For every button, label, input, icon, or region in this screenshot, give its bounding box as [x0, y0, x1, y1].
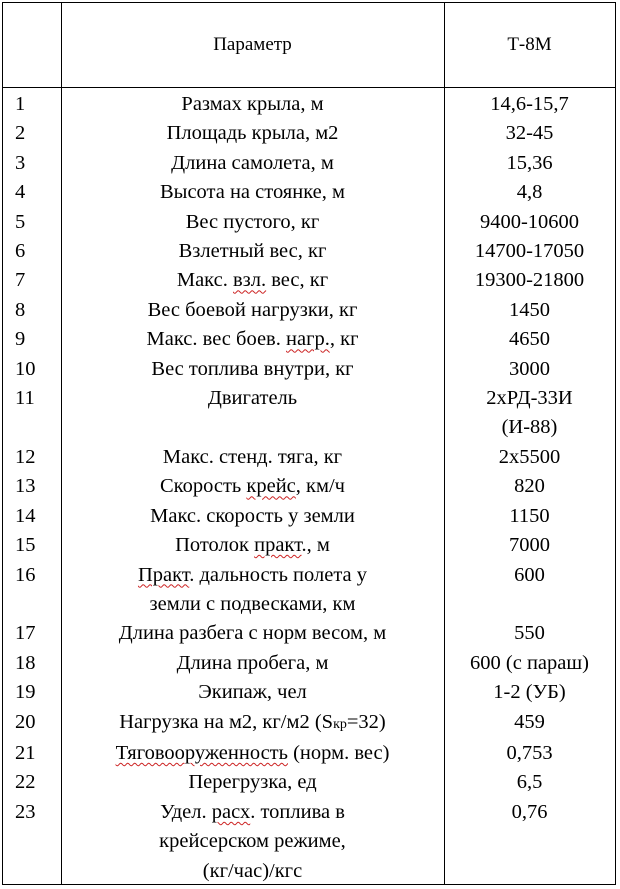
param-text: . топлива в	[250, 800, 345, 823]
row-number: 7	[15, 269, 26, 292]
row-value: 6,5	[516, 771, 543, 794]
row-number: 15	[15, 534, 36, 557]
row-value: 32-45	[505, 122, 554, 145]
spellcheck-marked-word: Практ	[137, 563, 190, 586]
table-body	[3, 90, 615, 886]
param-line	[61, 798, 444, 827]
param-text: ., м	[301, 534, 330, 557]
row-value: 0,76	[511, 800, 548, 823]
param-line	[61, 561, 444, 590]
table-row	[3, 472, 615, 501]
row-param: Экипаж, чел	[198, 681, 307, 704]
row-param	[61, 266, 444, 295]
row-number: 14	[15, 504, 36, 527]
table-row	[3, 119, 615, 148]
param-text: Скорость	[160, 475, 247, 498]
row-value: 1450	[509, 298, 550, 321]
header-divider	[3, 87, 615, 88]
param-text: =32)	[346, 710, 386, 733]
row-number: 9	[15, 328, 26, 351]
param-line: (кг/час)/кгс	[202, 859, 303, 882]
row-number: 19	[15, 681, 36, 704]
row-number: 5	[15, 210, 26, 233]
table-row	[3, 208, 615, 237]
table-row	[3, 237, 615, 266]
table-row	[3, 619, 615, 648]
row-number: 22	[15, 771, 36, 794]
row-param	[61, 472, 444, 501]
table-row	[3, 678, 615, 707]
row-value: 600	[514, 563, 545, 586]
param-text: Макс.	[176, 269, 233, 292]
row-number: 16	[15, 563, 36, 586]
row-number: 10	[15, 357, 36, 380]
row-number: 1	[15, 93, 26, 115]
param-text: Макс. вес боев.	[146, 328, 286, 351]
row-param	[61, 798, 444, 886]
row-value: 7000	[509, 534, 550, 557]
table-row	[3, 149, 615, 178]
row-value: 0,753	[506, 741, 553, 764]
row-value: 600 (с параш)	[470, 651, 589, 674]
row-number: 23	[15, 800, 36, 823]
table-row	[3, 649, 615, 678]
row-param: Длина самолета, м	[171, 151, 334, 174]
row-number: 4	[15, 181, 26, 204]
param-text: , кг	[329, 328, 359, 351]
row-number: 13	[15, 475, 36, 498]
row-param: Площадь крыла, м2	[166, 122, 339, 145]
table-row	[3, 90, 615, 119]
row-param: Длина пробега, м	[176, 651, 329, 674]
spellcheck-marked-word: Тяговооруженность	[115, 741, 288, 764]
table-row	[3, 708, 615, 739]
row-param: Вес боевой нагрузки, кг	[147, 298, 358, 321]
param-line: крейсерском режиме,	[159, 830, 346, 853]
row-value: 2х5500	[498, 445, 561, 468]
row-value: 14,6-15,7	[490, 93, 569, 115]
row-param	[61, 531, 444, 560]
row-value: 550	[514, 622, 545, 645]
row-value: 820	[514, 475, 545, 498]
table-row	[3, 355, 615, 384]
row-number: 6	[15, 240, 26, 263]
row-number: 3	[15, 151, 26, 174]
row-value: 4650	[509, 328, 550, 351]
row-param: Двигатель	[207, 387, 298, 410]
row-param: Длина разбега с норм весом, м	[118, 622, 387, 645]
value-line: (И-88)	[501, 416, 558, 439]
header-value: Т-8М	[507, 34, 552, 55]
table-row	[3, 768, 615, 797]
param-text: Нагрузка на м2, кг/м2 (S	[119, 710, 334, 733]
param-text: вес, кг	[266, 269, 329, 292]
spellcheck-marked-word: крейс	[246, 475, 296, 498]
spellcheck-marked-word: нагр.	[286, 328, 330, 351]
row-param	[61, 325, 444, 354]
row-number: 18	[15, 651, 36, 674]
row-value: 3000	[509, 357, 550, 380]
row-value	[444, 384, 615, 443]
row-param: Макс. скорость у земли	[150, 504, 355, 527]
table-row	[3, 531, 615, 560]
row-param: Высота на стоянке, м	[160, 181, 345, 204]
row-number: 12	[15, 445, 36, 468]
row-param	[61, 739, 444, 768]
table-row	[3, 178, 615, 207]
value-line: 2хРД-33И	[486, 387, 573, 410]
row-number: 21	[15, 741, 36, 764]
param-text: . дальность полета у	[189, 563, 368, 586]
row-number: 20	[15, 710, 36, 733]
table-row	[3, 561, 615, 620]
row-param	[61, 561, 444, 620]
param-text: , км/ч	[295, 475, 345, 498]
row-param: Вес топлива внутри, кг	[151, 357, 354, 380]
row-param: Макс. стенд. тяга, кг	[162, 445, 343, 468]
row-value: 1-2 (УБ)	[493, 681, 566, 704]
row-value: 9400-10600	[479, 210, 580, 233]
param-text: Потолок	[175, 534, 255, 557]
row-value: 459	[514, 710, 545, 733]
row-number: 2	[15, 122, 26, 145]
header-param: Параметр	[213, 34, 292, 55]
table-row	[3, 739, 615, 768]
row-number: 17	[15, 622, 36, 645]
param-text: Удел.	[160, 800, 212, 823]
subscript-text: кр	[333, 716, 347, 732]
row-number: 11	[15, 387, 35, 410]
spec-table	[2, 2, 616, 885]
row-value: 14700-17050	[474, 240, 585, 263]
table-row	[3, 502, 615, 531]
row-param: Вес пустого, кг	[185, 210, 320, 233]
spellcheck-marked-word: расх	[211, 800, 251, 823]
table-row	[3, 296, 615, 325]
table-row	[3, 384, 615, 443]
row-param: Перегрузка, ед	[188, 771, 317, 794]
row-param: Размах крыла, м	[181, 93, 324, 115]
row-number: 8	[15, 298, 26, 321]
spellcheck-marked-word: взл.	[232, 269, 267, 292]
row-value: 19300-21800	[474, 269, 585, 292]
param-text: (норм. вес)	[287, 741, 390, 764]
table-row	[3, 798, 615, 886]
row-param	[61, 708, 444, 739]
param-line: земли с подвесками, км	[149, 592, 356, 615]
table-row	[3, 443, 615, 472]
table-row	[3, 266, 615, 295]
row-param: Взлетный вес, кг	[178, 240, 327, 263]
spellcheck-marked-word: практ	[254, 534, 302, 557]
row-value: 15,36	[506, 151, 553, 174]
row-value: 1150	[509, 504, 550, 527]
table-row	[3, 325, 615, 354]
row-value: 4,8	[516, 181, 543, 204]
